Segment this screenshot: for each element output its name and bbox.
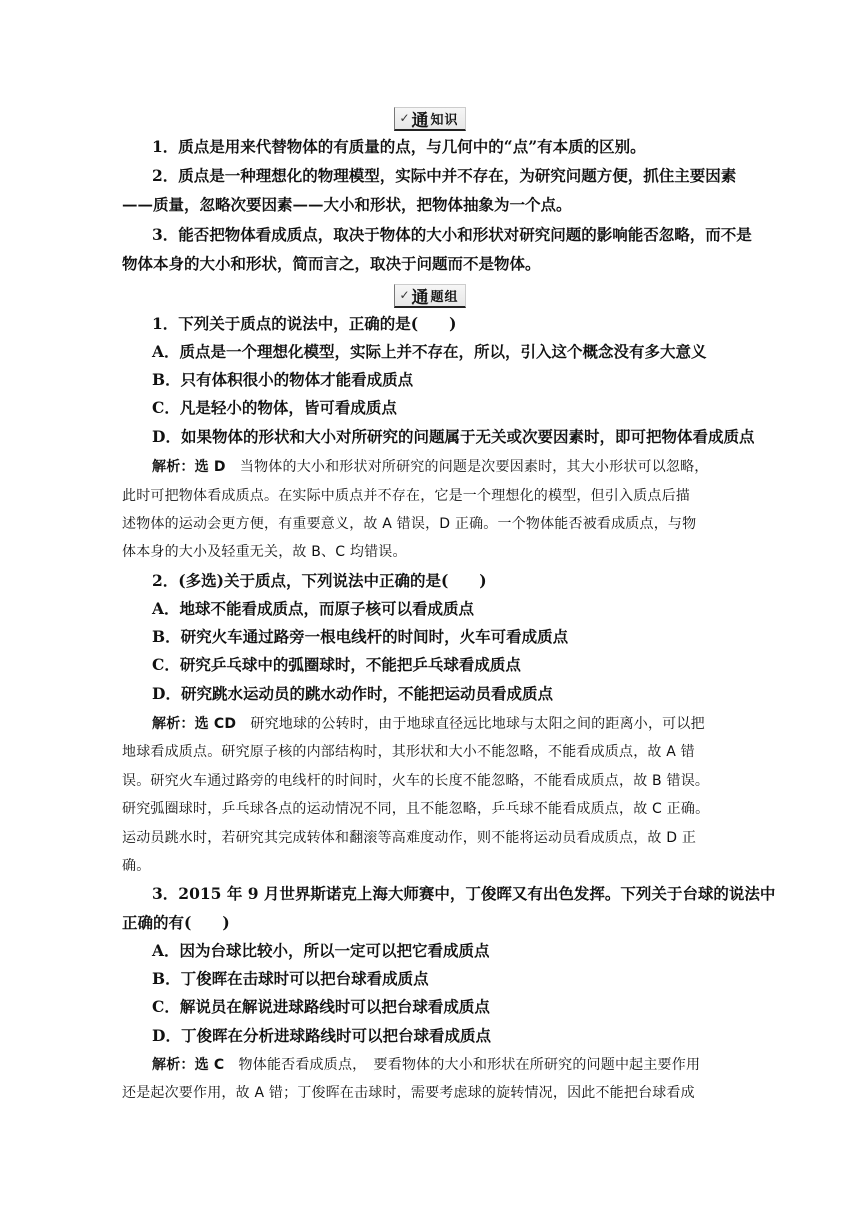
answer-text: 误。研究火车通过路旁的电线杆的时间时，火车的长度不能忽略，不能看成质点，故 B 错误。 bbox=[122, 773, 710, 789]
knowledge-point: 3．能否把物体看成质点，取决于物体的大小和形状对研究问题的影响能否忽略，而不是 bbox=[152, 225, 752, 244]
question-option: C．凡是轻小的物体，皆可看成质点 bbox=[152, 398, 397, 417]
answer-text: 此时可把物体看成质点。在实际中质点并不存在，它是一个理想化的模型，但引入质点后描 bbox=[122, 488, 690, 504]
answer-explanation bbox=[152, 714, 705, 734]
tag-big-char: 通 bbox=[411, 110, 429, 131]
answer-text: 还是起次要作用，故 A 错；丁俊晖在击球时，需要考虑球的旋转情况，因此不能把台球看成 bbox=[122, 1085, 695, 1101]
question-option: A．质点是一个理想化模型，实际上并不存在，所以，引入这个概念没有多大意义 bbox=[152, 342, 707, 361]
answer-text: 述物体的运动会更方便，有重要意义，故 A 错误，D 正确。一个物体能否被看成质点，与物 bbox=[122, 516, 697, 532]
section-tag-problems bbox=[0, 284, 860, 308]
question-option: C．研究乒乓球中的弧圈球时，不能把乒乓球看成质点 bbox=[152, 655, 521, 674]
question-stem: 正确的有( ) bbox=[122, 913, 230, 932]
answer-text: 地球看成质点。研究原子核的内部结构时，其形状和大小不能忽略，不能看成质点，故 A 错 bbox=[122, 744, 695, 760]
answer-explanation bbox=[152, 1055, 700, 1075]
knowledge-point: 物体本身的大小和形状，简而言之，取决于问题而不是物体。 bbox=[122, 254, 541, 273]
knowledge-point: 2．质点是一种理想化的物理模型，实际中并不存在，为研究问题方便，抓住主要因素 bbox=[152, 166, 737, 185]
tag-small-text: 题组 bbox=[430, 289, 459, 305]
knowledge-point: ——质量，忽略次要因素——大小和形状，把物体抽象为一个点。 bbox=[122, 195, 572, 214]
answer-text: 研究弧圈球时，乒乓球各点的运动情况不同，且不能忽略，乒乓球不能看成质点，故 C 正确。 bbox=[122, 801, 710, 817]
answer-text: 物体能否看成质点， 要看物体的大小和形状在所研究的问题中起主要作用 bbox=[224, 1057, 701, 1073]
answer-label: 解析：选 CD bbox=[152, 716, 237, 732]
question-stem: 2．(多选)关于质点，下列说法中正确的是( ) bbox=[152, 571, 487, 590]
answer-explanation bbox=[152, 457, 709, 477]
answer-text: 体本身的大小及轻重无关，故 B、C 均错误。 bbox=[122, 544, 407, 560]
question-stem: 1．下列关于质点的说法中，正确的是( ) bbox=[152, 314, 457, 333]
question-option: B．研究火车通过路旁一根电线杆的时间时，火车可看成质点 bbox=[152, 627, 569, 646]
answer-text: 运动员跳水时，若研究其完成转体和翻滚等高难度动作，则不能将运动员看成质点，故 D 正 bbox=[122, 830, 697, 846]
answer-text: 研究地球的公转时，由于地球直径远比地球与太阳之间的距离小，可以把 bbox=[236, 716, 705, 732]
answer-text: 当物体的大小和形状对所研究的问题是次要因素时，其大小形状可以忽略， bbox=[225, 459, 709, 475]
check-mark-icon: ✓ bbox=[399, 111, 410, 125]
question-option: A．因为台球比较小，所以一定可以把它看成质点 bbox=[152, 941, 490, 960]
question-stem: 3．2015 年 9 月世界斯诺克上海大师赛中，丁俊晖又有出色发挥。下列关于台球的说法中 bbox=[152, 884, 776, 903]
tag-big-char: 通 bbox=[411, 287, 429, 308]
answer-label: 解析：选 C bbox=[152, 1057, 225, 1073]
section-tag-knowledge bbox=[0, 107, 860, 131]
check-mark-icon: ✓ bbox=[399, 288, 410, 302]
question-option: B．只有体积很小的物体才能看成质点 bbox=[152, 370, 414, 389]
question-option: D．研究跳水运动员的跳水动作时，不能把运动员看成质点 bbox=[152, 684, 553, 703]
question-option: C．解说员在解说进球路线时可以把台球看成质点 bbox=[152, 997, 490, 1016]
question-option: A．地球不能看成质点，而原子核可以看成质点 bbox=[152, 599, 475, 618]
answer-label: 解析：选 D bbox=[152, 459, 226, 475]
question-option: D．如果物体的形状和大小对所研究的问题属于无关或次要因素时，即可把物体看成质点 bbox=[152, 427, 755, 446]
knowledge-point: 1．质点是用来代替物体的有质量的点，与几何中的“点”有本质的区别。 bbox=[152, 137, 646, 156]
question-option: D．丁俊晖在分析进球路线时可以把台球看成质点 bbox=[152, 1026, 491, 1045]
answer-text: 确。 bbox=[122, 858, 151, 874]
tag-small-text: 知识 bbox=[430, 112, 459, 128]
question-option: B．丁俊晖在击球时可以把台球看成质点 bbox=[152, 969, 429, 988]
